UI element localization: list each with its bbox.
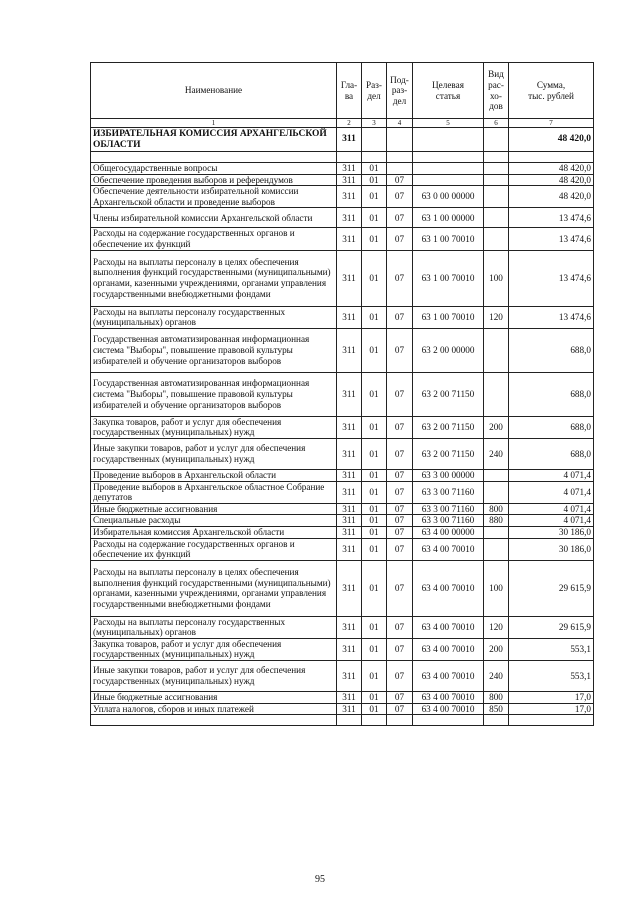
- header-expense-type-text: Вид рас- хо- дов: [488, 69, 504, 112]
- column-number: 1: [91, 119, 337, 128]
- row-subsection: 07: [387, 703, 413, 715]
- row-section: 01: [362, 208, 387, 228]
- row-chapter: 311: [337, 692, 362, 704]
- header-section: [362, 63, 387, 119]
- row-section: 01: [362, 438, 387, 469]
- row-name: Закупка товаров, работ и услуг для обеспечения государственных (муниципальных) нужд: [91, 638, 337, 660]
- row-target: 63 3 00 71160: [413, 503, 484, 515]
- table-row: [91, 306, 594, 328]
- empty-cell: [484, 128, 509, 152]
- row-section: 01: [362, 416, 387, 438]
- title-row-chapter: 311: [337, 128, 362, 152]
- row-expense-type: 100: [484, 250, 509, 306]
- row-expense-type: 200: [484, 638, 509, 660]
- row-amount: 4 071,4: [509, 503, 594, 515]
- row-subsection: 07: [387, 306, 413, 328]
- table-row: [91, 174, 594, 186]
- header-target-text: Целевая статья: [432, 79, 464, 101]
- empty-cell: [387, 128, 413, 152]
- table-row: [91, 250, 594, 306]
- row-amount: 29 615,9: [509, 616, 594, 638]
- row-target: 63 4 00 70010: [413, 616, 484, 638]
- row-expense-type: 200: [484, 416, 509, 438]
- table-row: [91, 503, 594, 515]
- row-section: 01: [362, 515, 387, 527]
- row-subsection: 07: [387, 250, 413, 306]
- table-row: [91, 438, 594, 469]
- empty-cell: [413, 152, 484, 163]
- row-chapter: 311: [337, 208, 362, 228]
- row-name: Уплата налогов, сборов и иных платежей: [91, 703, 337, 715]
- row-name: Иные бюджетные ассигнования: [91, 692, 337, 704]
- row-subsection: 07: [387, 469, 413, 481]
- row-expense-type: [484, 481, 509, 503]
- table-row: [91, 208, 594, 228]
- budget-table: [90, 62, 594, 726]
- table-body: [91, 128, 594, 715]
- row-section: 01: [362, 560, 387, 616]
- table-row: [91, 692, 594, 704]
- row-name: Иные закупки товаров, работ и услуг для обеспечения государственных (муниципальных) нужд: [91, 661, 337, 692]
- row-expense-type: 880: [484, 515, 509, 527]
- row-subsection: 07: [387, 174, 413, 186]
- row-amount: 4 071,4: [509, 481, 594, 503]
- empty-cell: [337, 715, 362, 726]
- table-row: [91, 416, 594, 438]
- row-subsection: 07: [387, 481, 413, 503]
- row-subsection: 07: [387, 228, 413, 250]
- table-row: [91, 515, 594, 527]
- empty-cell: [413, 715, 484, 726]
- row-amount: 688,0: [509, 416, 594, 438]
- table-row: [91, 328, 594, 372]
- row-amount: 13 474,6: [509, 306, 594, 328]
- row-target: 63 1 00 70010: [413, 306, 484, 328]
- row-chapter: 311: [337, 481, 362, 503]
- row-expense-type: [484, 228, 509, 250]
- row-chapter: 311: [337, 306, 362, 328]
- row-name: Избирательная комиссия Архангельской области: [91, 526, 337, 538]
- row-target: 63 1 00 70010: [413, 250, 484, 306]
- header-amount-text: Сумма, тыс. рублей: [528, 79, 574, 101]
- row-name: Общегосударственные вопросы: [91, 163, 337, 175]
- row-section: 01: [362, 638, 387, 660]
- row-amount: 688,0: [509, 328, 594, 372]
- empty-cell: [387, 152, 413, 163]
- row-name: Расходы на содержание государственных органов и обеспечение их функций: [91, 228, 337, 250]
- row-section: 01: [362, 469, 387, 481]
- row-target: [413, 163, 484, 175]
- row-section: 01: [362, 250, 387, 306]
- empty-cell: [362, 152, 387, 163]
- row-expense-type: [484, 328, 509, 372]
- row-name: Расходы на выплаты персоналу в целях обеспечения выполнения функций государственными (муниципальными) органами, казенными учреждениями, органами управления государственными внебюджетными фондами: [91, 560, 337, 616]
- row-name: Проведение выборов в Архангельской области: [91, 469, 337, 481]
- row-chapter: 311: [337, 515, 362, 527]
- row-name: Закупка товаров, работ и услуг для обеспечения государственных (муниципальных) нужд: [91, 416, 337, 438]
- header-chapter: [337, 63, 362, 119]
- row-name: Расходы на выплаты персоналу в целях обеспечения выполнения функций государственными (муниципальными) органами, казенными учреждениями, органами управления государственными внебюджетными фондами: [91, 250, 337, 306]
- row-section: 01: [362, 174, 387, 186]
- row-subsection: 07: [387, 372, 413, 416]
- row-target: 63 4 00 70010: [413, 560, 484, 616]
- row-target: 63 3 00 00000: [413, 469, 484, 481]
- row-amount: 13 474,6: [509, 208, 594, 228]
- row-amount: 17,0: [509, 692, 594, 704]
- row-expense-type: 240: [484, 438, 509, 469]
- row-name: Государственная автоматизированная информационная система "Выборы", повышение правовой культуры избирателей и обучение организаторов выборов: [91, 372, 337, 416]
- page-number: 95: [315, 874, 325, 885]
- row-expense-type: 120: [484, 616, 509, 638]
- header-expense-type: [484, 63, 509, 119]
- header-target: [413, 63, 484, 119]
- row-chapter: 311: [337, 703, 362, 715]
- row-name: Специальные расходы: [91, 515, 337, 527]
- row-target: 63 3 00 71160: [413, 481, 484, 503]
- empty-cell: [91, 152, 337, 163]
- row-subsection: 07: [387, 208, 413, 228]
- header-row: [91, 63, 594, 119]
- row-amount: 29 615,9: [509, 560, 594, 616]
- row-name: Обеспечение деятельности избирательной комиссии Архангельской области и проведение выборов: [91, 186, 337, 208]
- row-subsection: 07: [387, 526, 413, 538]
- row-chapter: 311: [337, 186, 362, 208]
- row-target: 63 1 00 00000: [413, 208, 484, 228]
- table-row: [91, 228, 594, 250]
- table-row: [91, 703, 594, 715]
- row-target: 63 3 00 71160: [413, 515, 484, 527]
- row-section: 01: [362, 306, 387, 328]
- row-amount: 553,1: [509, 638, 594, 660]
- row-name: Иные закупки товаров, работ и услуг для обеспечения государственных (муниципальных) нужд: [91, 438, 337, 469]
- row-subsection: 07: [387, 692, 413, 704]
- row-amount: 4 071,4: [509, 515, 594, 527]
- row-target: 63 0 00 00000: [413, 186, 484, 208]
- header-amount: [509, 63, 594, 119]
- row-section: 01: [362, 692, 387, 704]
- row-target: 63 4 00 70010: [413, 538, 484, 560]
- table-row: [91, 481, 594, 503]
- row-target: 63 4 00 70010: [413, 703, 484, 715]
- row-chapter: 311: [337, 526, 362, 538]
- row-subsection: 07: [387, 661, 413, 692]
- column-number-row: [91, 119, 594, 128]
- row-expense-type: 120: [484, 306, 509, 328]
- row-expense-type: [484, 372, 509, 416]
- row-expense-type: [484, 469, 509, 481]
- row-subsection: 07: [387, 328, 413, 372]
- row-chapter: 311: [337, 503, 362, 515]
- empty-cell: [337, 152, 362, 163]
- row-chapter: 311: [337, 616, 362, 638]
- row-amount: 30 186,0: [509, 538, 594, 560]
- empty-cell: [413, 128, 484, 152]
- row-amount: 48 420,0: [509, 186, 594, 208]
- header-section-text: Раз- дел: [366, 79, 382, 101]
- row-chapter: 311: [337, 328, 362, 372]
- row-chapter: 311: [337, 638, 362, 660]
- row-section: 01: [362, 481, 387, 503]
- row-chapter: 311: [337, 661, 362, 692]
- row-subsection: 07: [387, 503, 413, 515]
- column-number: 4: [387, 119, 413, 128]
- empty-cell: [387, 715, 413, 726]
- table-row: [91, 661, 594, 692]
- row-expense-type: [484, 538, 509, 560]
- row-amount: 48 420,0: [509, 163, 594, 175]
- row-subsection: 07: [387, 638, 413, 660]
- row-target: 63 2 00 00000: [413, 328, 484, 372]
- row-amount: 48 420,0: [509, 174, 594, 186]
- table-row: [91, 163, 594, 175]
- row-amount: 17,0: [509, 703, 594, 715]
- empty-cell: [484, 152, 509, 163]
- row-chapter: 311: [337, 163, 362, 175]
- row-amount: 688,0: [509, 438, 594, 469]
- column-number: 6: [484, 119, 509, 128]
- row-amount: 4 071,4: [509, 469, 594, 481]
- header-name: [91, 63, 337, 119]
- title-row: [91, 128, 594, 152]
- title-row-amount: 48 420,0: [509, 128, 594, 152]
- row-name: Расходы на выплаты персоналу государственных (муниципальных) органов: [91, 616, 337, 638]
- empty-cell: [484, 715, 509, 726]
- column-number: 2: [337, 119, 362, 128]
- row-chapter: 311: [337, 372, 362, 416]
- table-row: [91, 526, 594, 538]
- title-row-name: ИЗБИРАТЕЛЬНАЯ КОМИССИЯ АРХАНГЕЛЬСКОЙ ОБЛАСТИ: [91, 128, 337, 152]
- row-section: 01: [362, 372, 387, 416]
- row-section: 01: [362, 616, 387, 638]
- row-expense-type: [484, 174, 509, 186]
- row-name: Расходы на содержание государственных органов и обеспечение их функций: [91, 538, 337, 560]
- row-name: Проведение выборов в Архангельское областное Собрание депутатов: [91, 481, 337, 503]
- header-subsection: [387, 63, 413, 119]
- row-amount: 13 474,6: [509, 228, 594, 250]
- column-number: 7: [509, 119, 594, 128]
- empty-cell: [362, 128, 387, 152]
- header-subsection-text: Под- раз- дел: [390, 74, 409, 106]
- row-section: 01: [362, 328, 387, 372]
- row-expense-type: 100: [484, 560, 509, 616]
- row-expense-type: [484, 163, 509, 175]
- row-name: Иные бюджетные ассигнования: [91, 503, 337, 515]
- row-chapter: 311: [337, 469, 362, 481]
- row-name: Расходы на выплаты персоналу государственных (муниципальных) органов: [91, 306, 337, 328]
- row-expense-type: 240: [484, 661, 509, 692]
- row-name: Обеспечение проведения выборов и референдумов: [91, 174, 337, 186]
- table-row: [91, 616, 594, 638]
- row-expense-type: 850: [484, 703, 509, 715]
- row-name: Члены избирательной комиссии Архангельской области: [91, 208, 337, 228]
- row-chapter: 311: [337, 416, 362, 438]
- row-expense-type: [484, 186, 509, 208]
- header-name-text: Наименование: [184, 85, 243, 96]
- row-subsection: 07: [387, 616, 413, 638]
- empty-cell: [509, 152, 594, 163]
- table-row: [91, 560, 594, 616]
- row-target: 63 4 00 70010: [413, 661, 484, 692]
- row-target: 63 4 00 00000: [413, 526, 484, 538]
- row-target: 63 1 00 70010: [413, 228, 484, 250]
- row-section: 01: [362, 163, 387, 175]
- row-amount: 553,1: [509, 661, 594, 692]
- table-row: [91, 538, 594, 560]
- row-expense-type: 800: [484, 503, 509, 515]
- row-section: 01: [362, 503, 387, 515]
- row-subsection: [387, 163, 413, 175]
- spacer-row: [91, 152, 594, 163]
- table-row: [91, 186, 594, 208]
- row-amount: 688,0: [509, 372, 594, 416]
- row-chapter: 311: [337, 228, 362, 250]
- row-expense-type: 800: [484, 692, 509, 704]
- row-target: 63 4 00 70010: [413, 692, 484, 704]
- row-subsection: 07: [387, 438, 413, 469]
- row-target: 63 4 00 70010: [413, 638, 484, 660]
- row-target: 63 2 00 71150: [413, 372, 484, 416]
- empty-cell: [362, 715, 387, 726]
- row-chapter: 311: [337, 174, 362, 186]
- row-section: 01: [362, 228, 387, 250]
- row-section: 01: [362, 661, 387, 692]
- row-name: Государственная автоматизированная информационная система "Выборы", повышение правовой культуры избирателей и обучение организаторов выборов: [91, 328, 337, 372]
- row-subsection: 07: [387, 538, 413, 560]
- table-row: [91, 372, 594, 416]
- table-body-end: [91, 715, 594, 726]
- row-chapter: 311: [337, 250, 362, 306]
- row-section: 01: [362, 186, 387, 208]
- row-target: [413, 174, 484, 186]
- table-row: [91, 638, 594, 660]
- row-chapter: 311: [337, 538, 362, 560]
- row-subsection: 07: [387, 416, 413, 438]
- column-number: 3: [362, 119, 387, 128]
- row-section: 01: [362, 526, 387, 538]
- row-expense-type: [484, 208, 509, 228]
- row-section: 01: [362, 538, 387, 560]
- column-number: 5: [413, 119, 484, 128]
- row-chapter: 311: [337, 438, 362, 469]
- row-subsection: 07: [387, 186, 413, 208]
- row-amount: 30 186,0: [509, 526, 594, 538]
- empty-cell: [91, 715, 337, 726]
- row-amount: 13 474,6: [509, 250, 594, 306]
- row-subsection: 07: [387, 560, 413, 616]
- spacer-row: [91, 715, 594, 726]
- empty-cell: [509, 715, 594, 726]
- row-chapter: 311: [337, 560, 362, 616]
- table-row: [91, 469, 594, 481]
- row-section: 01: [362, 703, 387, 715]
- row-target: 63 2 00 71150: [413, 416, 484, 438]
- header-chapter-text: Гла- ва: [340, 79, 358, 101]
- row-subsection: 07: [387, 515, 413, 527]
- row-expense-type: [484, 526, 509, 538]
- row-target: 63 2 00 71150: [413, 438, 484, 469]
